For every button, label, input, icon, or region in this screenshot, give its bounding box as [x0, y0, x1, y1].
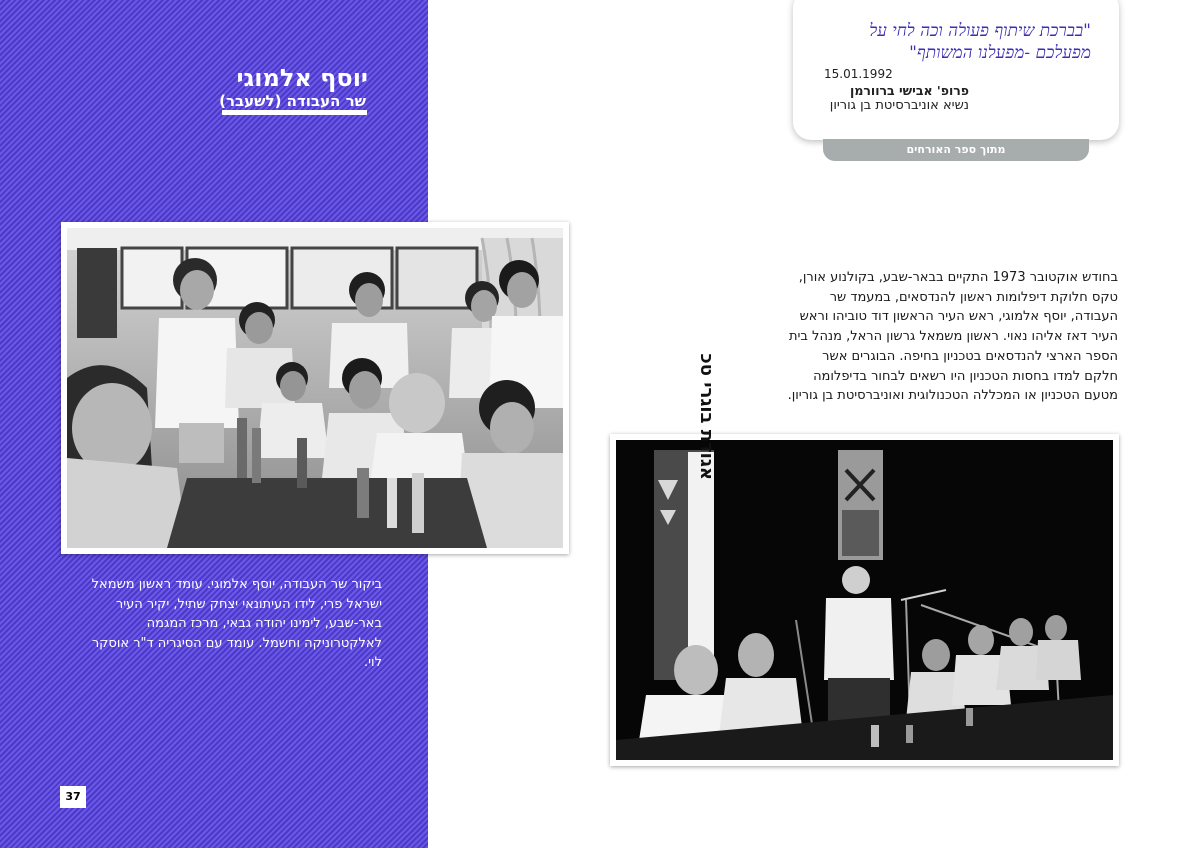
ceremony-photo-image — [616, 353, 1113, 760]
page-subtitle: שר העבודה (לשעבר) — [219, 92, 366, 110]
meeting-photo — [61, 222, 569, 554]
article-body: בחודש אוקטובר 1973 התקיים בבאר-שבע, בקולנוע אורן, טקס חלוקת דיפלומות ראשון להנדסאים, במעמד שר העבודה, יוסף אלמוגי, ראש העיר הראשון דוד טוביהו וראש העיר דאז אליהו נאוי. ראשון משמאל גרשון הראל, מנהל בית הספר הארצי להנדסאים בטכניון בחיפה. הבוגרים אשר חלקם למדו בחסות הטכניון היו רשאים לבחור בדיפלומה מטעם הטכניון או המכללה הטכנולוגית ואוניברסיטת בן גוריון. — [787, 270, 1118, 404]
meeting-photo-caption: ביקור שר העבודה, יוסף אלמוגי. עומד ראשון משמאל ישראל פרי, לידו העיתונאי יצחק שתיל, יקיר העיר באר-שבע, לימינו יהודה גבאי, מרכז המגמה לאלקטרוניקה וחשמל. עומד עם הסיגריה ד"ר אוסקר לוי. — [91, 577, 382, 670]
title-underline — [222, 110, 367, 115]
meeting-photo-drawing — [67, 228, 563, 548]
quote-author-role: נשיא אוניברסיטת בן גוריון — [829, 98, 969, 113]
ceremony-photo — [610, 353, 1119, 766]
ceremony-photo-drawing — [616, 353, 1113, 760]
guestbook-label: מתוך ספר האורחים — [823, 139, 1089, 161]
ceremony-banner-text: אגודת בוגרי טכ — [696, 353, 717, 480]
quote-date: 15.01.1992 — [824, 67, 893, 81]
quote-text: "בברכת שיתוף פעולה וכה לחי על מפעלכם -מפעלנו המשותף" — [869, 21, 1091, 63]
page-title: יוסף אלמוגי — [236, 64, 368, 92]
quote-card — [793, 0, 1119, 140]
quote-author: פרופ' אבישי ברוורמן — [850, 83, 969, 98]
meeting-photo-image — [67, 228, 563, 548]
page-number: 37 — [60, 786, 86, 808]
